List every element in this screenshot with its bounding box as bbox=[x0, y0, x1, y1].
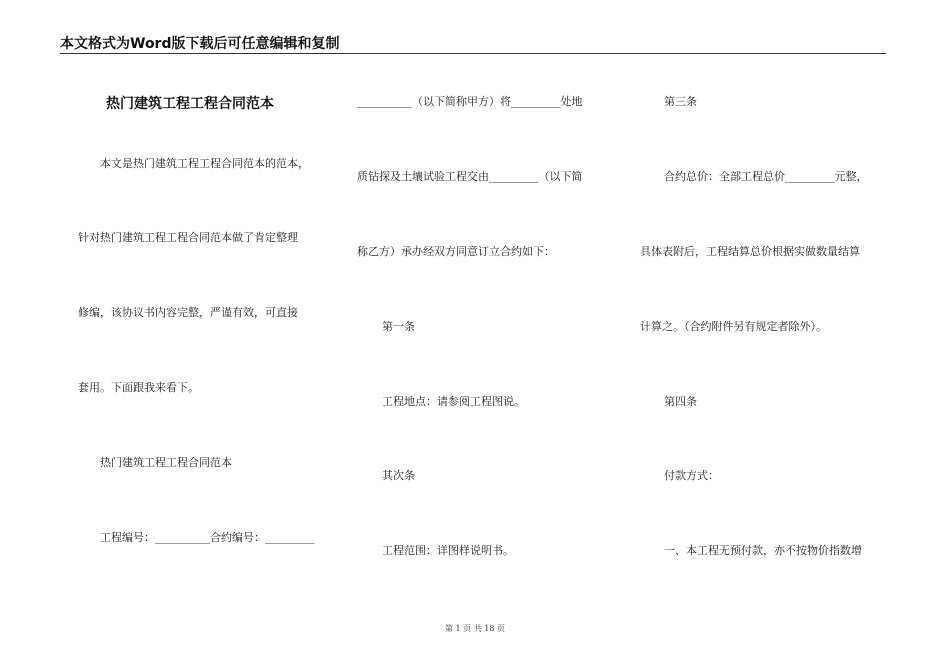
paragraph-line: 一、本工程无预付款，亦不按物价指数增 bbox=[664, 544, 862, 557]
paragraph-line: 修编，该协议书内容完整，严谨有效，可直接 bbox=[78, 306, 298, 319]
paragraph-line: 称乙方）承办经双方同意订立合约如下： bbox=[357, 245, 555, 258]
article-heading: 第四条 bbox=[664, 395, 697, 408]
paragraph-line: 质钻探及土壤试验工程交由_________（以下简 bbox=[357, 170, 583, 183]
paragraph-line: __________（以下简称甲方）将_________处地 bbox=[357, 95, 583, 108]
page-footer: 第 1 页 共 18 页 bbox=[445, 624, 505, 633]
paragraph-line: 针对热门建筑工程工程合同范本做了肯定整理 bbox=[78, 231, 298, 244]
document-header bbox=[60, 33, 886, 54]
paragraph-line: 付款方式： bbox=[664, 469, 719, 482]
paragraph-line: 套用。下面跟我来看下。 bbox=[78, 381, 199, 394]
paragraph-line: 合约总价：全部工程总价_________元整， bbox=[664, 170, 868, 183]
paragraph-line: 计算之。（合约附件另有规定者除外）。 bbox=[640, 320, 827, 333]
article-heading: 其次条 bbox=[382, 469, 415, 482]
paragraph-line: 工程范围：详图样说明书。 bbox=[382, 544, 514, 557]
header-title: 本文格式为Word版下载后可任意编辑和复制 bbox=[60, 36, 340, 52]
paragraph-line: 本文是热门建筑工程工程合同范本的范本， bbox=[100, 157, 309, 170]
paragraph-line: 具体表附后，工程结算总价根据实做数量结算 bbox=[640, 245, 860, 258]
article-heading: 第一条 bbox=[382, 320, 415, 333]
article-heading: 第三条 bbox=[664, 95, 697, 108]
section-heading: 热门建筑工程工程合同范本 bbox=[100, 456, 232, 469]
paragraph-line: 工程地点：请参阅工程图说。 bbox=[382, 395, 525, 408]
document-title: 热门建筑工程工程合同范本 bbox=[106, 96, 274, 112]
contract-number-line: 工程编号：__________合约编号：_________ bbox=[100, 531, 315, 544]
